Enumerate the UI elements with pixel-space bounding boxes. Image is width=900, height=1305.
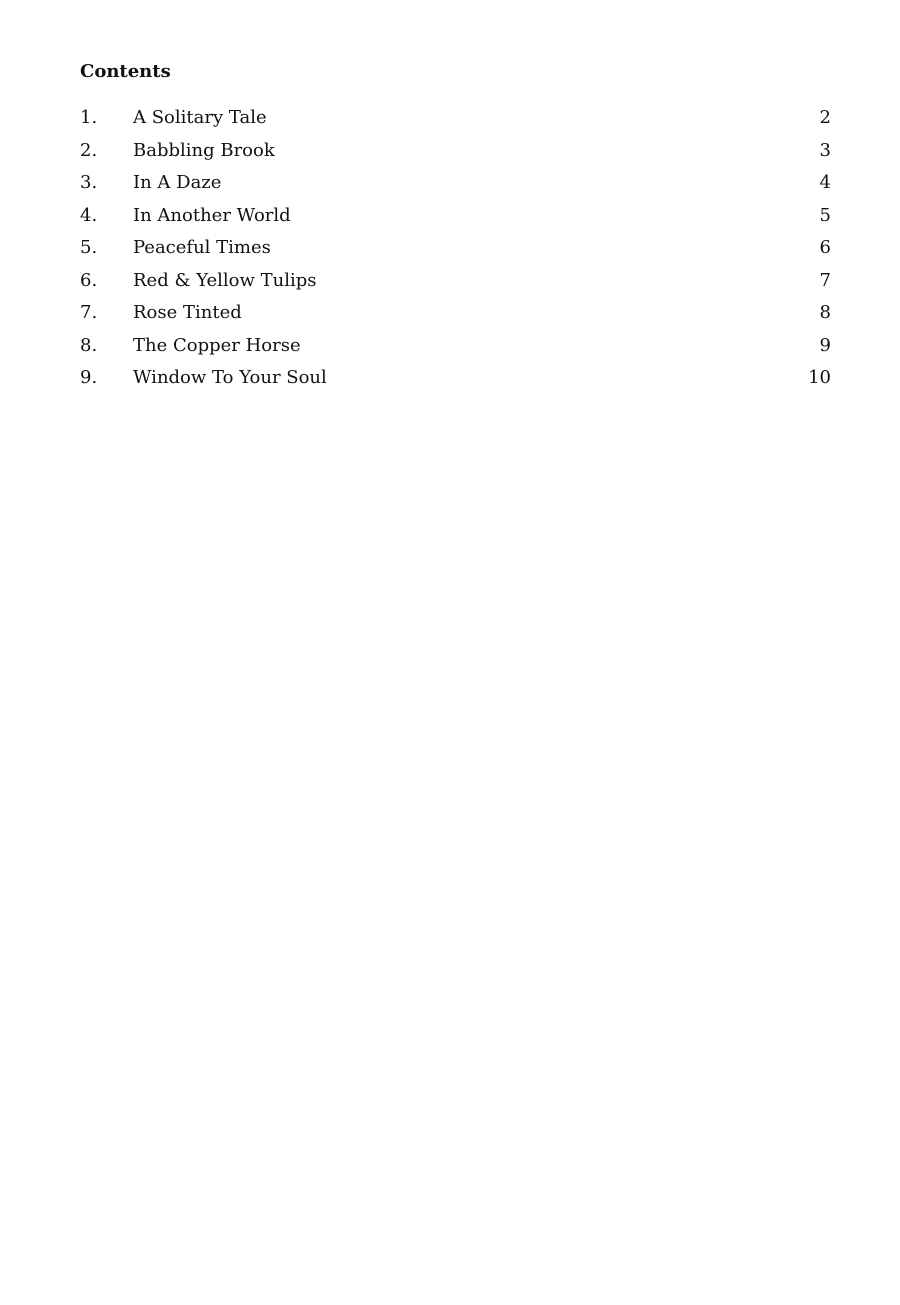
toc-entry-page: 5 <box>819 204 831 226</box>
toc-entry-number: 5. <box>80 237 98 258</box>
toc-entry-title: In Another World <box>133 204 291 226</box>
toc-entry <box>80 300 831 333</box>
toc-entry <box>80 333 831 366</box>
toc-entry-title: Window To Your Soul <box>133 367 327 388</box>
toc-entry <box>80 268 831 301</box>
toc-entry-number: 2. <box>80 139 98 161</box>
toc-entry-number: 8. <box>80 334 98 356</box>
toc-entry-number: 4. <box>80 204 98 226</box>
toc-entry <box>80 203 831 236</box>
toc-entry-number: 7. <box>80 302 98 323</box>
toc-entry-title: Red & Yellow Tulips <box>133 269 317 291</box>
toc-entry-title: Babbling Brook <box>133 139 275 161</box>
toc-entry <box>80 138 831 171</box>
toc-entry-page: 4 <box>819 172 831 193</box>
toc-entry-page: 3 <box>819 139 831 161</box>
toc-entry-title: In A Daze <box>133 172 222 193</box>
contents-heading: Contents <box>80 61 171 82</box>
toc-entry <box>80 365 831 398</box>
toc-entry-title: Peaceful Times <box>133 237 271 258</box>
toc-entry <box>80 105 831 138</box>
toc-entry-page: 6 <box>819 237 831 258</box>
toc-entry-page: 7 <box>819 269 831 291</box>
toc-entry-number: 3. <box>80 172 98 193</box>
toc-entry-title: The Copper Horse <box>133 334 301 356</box>
table-of-contents <box>80 105 831 398</box>
toc-entry-number: 1. <box>80 107 98 128</box>
toc-entry-number: 6. <box>80 269 98 291</box>
toc-entry <box>80 235 831 268</box>
toc-entry-page: 2 <box>819 107 831 128</box>
toc-entry-page: 9 <box>819 334 831 356</box>
toc-entry-title: Rose Tinted <box>133 302 242 323</box>
toc-entry <box>80 170 831 203</box>
toc-entry-title: A Solitary Tale <box>133 107 267 128</box>
toc-entry-number: 9. <box>80 367 98 388</box>
toc-entry-page: 8 <box>819 302 831 323</box>
toc-entry-page: 10 <box>808 367 831 388</box>
